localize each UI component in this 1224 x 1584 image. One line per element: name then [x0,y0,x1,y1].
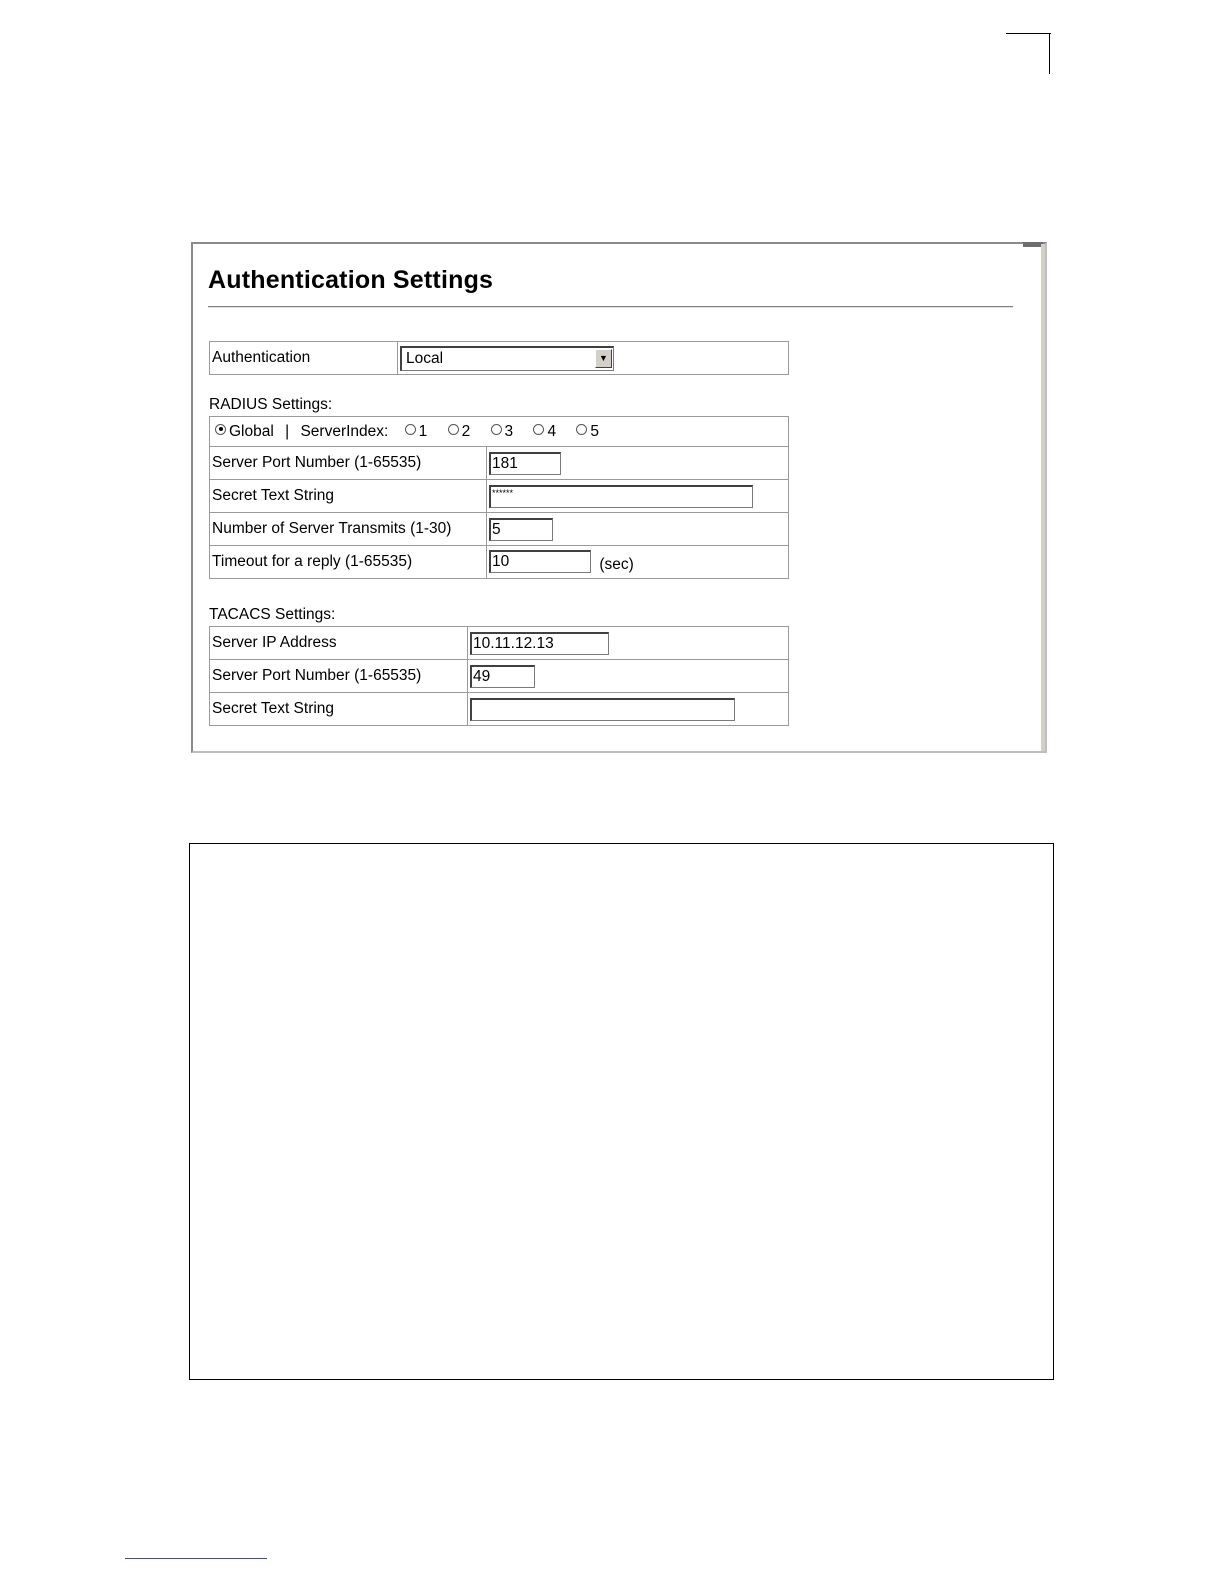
radius-secret-label: Secret Text String [210,480,487,513]
window-edge [1041,244,1045,751]
radius-secret-cell [487,480,789,513]
tacacs-ip-label: Server IP Address [210,627,468,660]
radius-transmits-input[interactable]: 5 [489,518,553,541]
radius-timeout-unit: (sec) [599,556,634,574]
radius-timeout-input[interactable]: 10 [489,550,591,573]
tacacs-ip-input[interactable]: 10.11.12.13 [470,632,609,655]
radio-server-index-5[interactable] [576,424,587,435]
authentication-cell [398,342,789,375]
empty-content-box [189,843,1054,1380]
tacacs-port-input[interactable]: 49 [470,665,535,688]
radio-server-index-5-label: 5 [590,422,600,440]
server-index-label: ServerIndex: [300,422,389,440]
authentication-select-value: Local [406,349,444,367]
radio-server-index-3[interactable] [491,424,502,435]
radio-server-index-3-label: 3 [504,422,514,440]
tacacs-secret-input[interactable] [470,698,735,721]
radio-server-index-1-label: 1 [418,422,428,440]
radio-server-index-4-label: 4 [547,422,557,440]
radio-global-label: Global [229,422,274,440]
tacacs-ip-cell [468,627,789,660]
radius-timeout-cell [487,546,789,579]
radius-transmits-cell [487,513,789,546]
footer-rule [125,1558,267,1559]
radio-server-index-2[interactable] [448,424,459,435]
radius-timeout-label: Timeout for a reply (1-65535) [210,546,487,579]
scrollbar-tab [1023,242,1043,247]
authentication-label: Authentication [210,342,398,375]
radio-server-index-4[interactable] [533,424,544,435]
authentication-table [209,341,789,375]
tacacs-port-cell [468,660,789,693]
tacacs-secret-cell [468,693,789,726]
tacacs-port-label: Server Port Number (1-65535) [210,660,468,693]
tacacs-settings-table [209,626,789,726]
radio-global[interactable] [215,424,226,435]
page-title: Authentication Settings [208,266,494,294]
tacacs-secret-label: Secret Text String [210,693,468,726]
radius-settings-table [209,416,789,579]
radius-transmits-label: Number of Server Transmits (1-30) [210,513,487,546]
radius-secret-input[interactable]: ****** [489,485,753,508]
radio-server-index-1[interactable] [405,424,416,435]
page-corner-mark-vertical [1049,33,1050,74]
chevron-down-icon[interactable]: ▼ [595,349,612,368]
tacacs-settings-heading: TACACS Settings: [209,606,336,623]
radius-settings-heading: RADIUS Settings: [209,396,333,413]
authentication-select[interactable] [400,346,614,371]
page-corner-mark [1006,33,1051,34]
authentication-settings-panel [191,242,1047,753]
radius-port-input[interactable]: 181 [489,452,561,475]
separator: | [285,422,290,440]
radio-server-index-2-label: 2 [461,422,471,440]
radius-port-label: Server Port Number (1-65535) [210,447,487,480]
title-divider [208,306,1013,308]
radius-port-cell [487,447,789,480]
radius-server-selector [210,417,789,447]
